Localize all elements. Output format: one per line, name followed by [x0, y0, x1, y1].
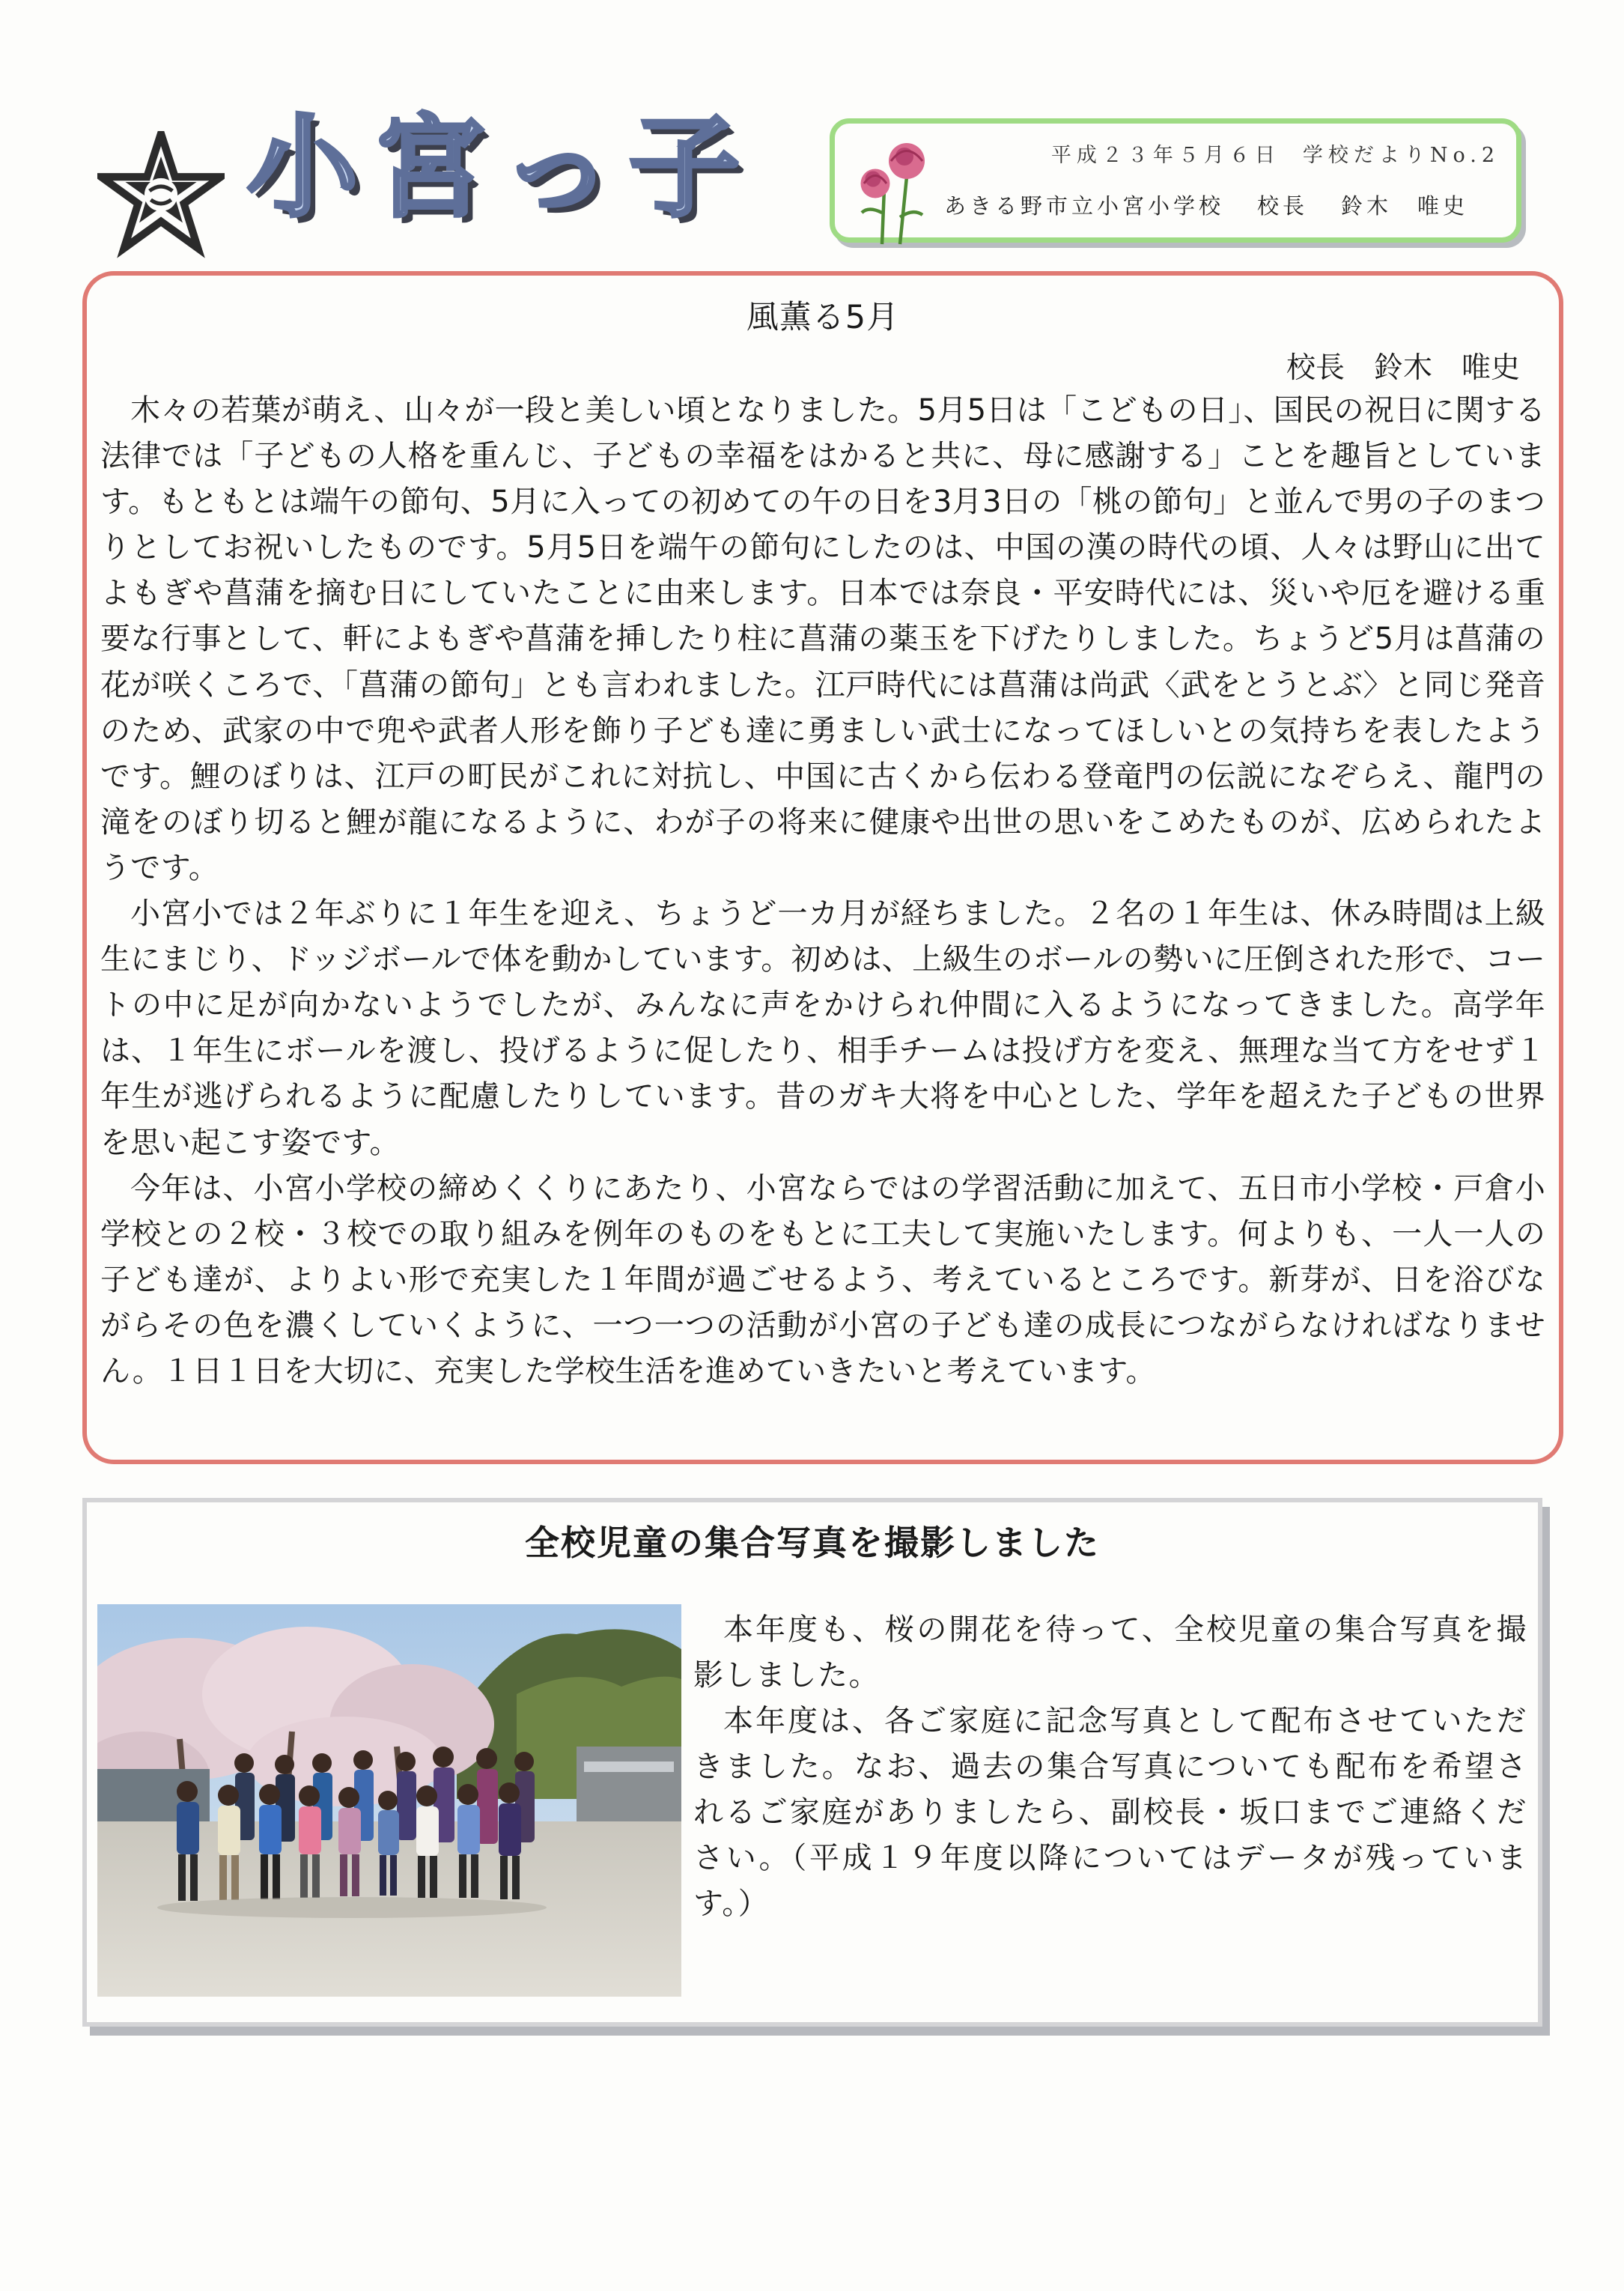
article-paragraph: 小宮小では２年ぶりに１年生を迎え、ちょうど一カ月が経ちました。２名の１年生は、休み時間は上級生にまじり、ドッジボールで体を動かしています。初めは、上級生のボールの勢いに圧倒された形で、コートの中に足が向かないようでしたが、みんなに声をかけられ仲間に入るようになってきました。高学年は、１年生にボールを渡し、投げるように促したり、相手チームは投げ方を変え、無理な当て方をせず１年生が逃げられるように配慮したりしています。昔のガキ大将を中心とした、学年を超えた子どもの世界を思い起こす姿です。: [100, 896, 1545, 1160]
group-photo-section: [82, 1498, 1542, 2027]
article-author: 校長 鈴木 唯史: [1286, 351, 1520, 385]
article-body: [100, 388, 1545, 1395]
photo-paragraph: 本年度は、各ご家庭に記念写真として配布させていただきました。なお、過去の集合写真についても配布を希望されるご家庭がありましたら、副校長・坂口までご連絡ください。（平成１９年度以降についてはデータが残っています。）: [693, 1704, 1527, 1921]
article-title: 風薫る5月: [746, 299, 900, 336]
article-paragraph: 木々の若葉が萌え、山々が一段と美しい頃となりました。5月5日は「こどもの日」、国民の祝日に関する法律では「子どもの人格を重んじ、子どもの幸福をはかると共に、母に感謝する」ことを趣旨としています。もともとは端午の節句、5月に入っての初めての午の日を3月3日の「桃の節句」と並んで男の子のまつりとしてお祝いしたものです。5月5日を端午の節句にしたのは、中国の漢の時代の頃、人々は野山に出てよもぎや菖蒲を摘む日にしていたことに由来します。日本では奈良・平安時代には、災いや厄を避ける重要な行事として、軒によもぎや菖蒲を挿したり柱に菖蒲の薬玉を下げたりしました。ちょうど5月は菖蒲の花が咲くころで、「菖蒲の節句」とも言われました。江戸時代には菖蒲は尚武〈武をとうとぶ〉と同じ発音のため、武家の中で兜や武者人形を飾り子ども達に勇ましい武士になってほしいとの気持ちを表したようです。鯉のぼりは、江戸の町民がこれに対抗し、中国に古くから伝わる登竜門の伝説になぞらえ、龍門の滝をのぼり切ると鯉が龍になるように、わが子の将来に健康や出世の思いをこめたものが、広められたようです。: [100, 393, 1545, 885]
newsletter-title: 小宮っ子: [247, 103, 756, 232]
article-paragraph: 今年は、小宮小学校の締めくくりにあたり、小宮ならではの学習活動に加えて、五日市小学校・戸倉小学校との２校・３校での取り組みを例年のものをもとに工夫して実施いたします。何よりも、一人一人の子ども達が、よりよい形で充実した１年間が過ごせるよう、考えているところです。新芽が、日を浴びながらその色を濃くしていくように、一つ一つの活動が小宮の子ども達の成長につながらなければなりません。１日１日を大切に、充実した学校生活を進めていきたいと考えています。: [100, 1171, 1545, 1389]
issue-date: 平成２３年５月６日: [1050, 144, 1280, 167]
newsletter-info-box: [830, 118, 1521, 243]
carnation-icon: [848, 134, 938, 246]
group-photo-image: [97, 1604, 681, 1997]
school-emblem-icon: [97, 131, 225, 258]
issue-line: [1051, 139, 1500, 168]
photo-paragraph: 本年度も、桜の開花を待って、全校児童の集合写真を撮影しました。: [693, 1612, 1527, 1693]
photo-section-title: 全校児童の集合写真を撮影しました: [525, 1523, 1100, 1563]
photo-section-text: [693, 1607, 1527, 1927]
issue-number: 学校だよりNo.2: [1302, 144, 1500, 167]
principal-article: [82, 271, 1563, 1464]
principal-name: 鈴木 唯史: [1341, 193, 1469, 219]
school-line: [944, 189, 1468, 220]
principal-title: 校長: [1257, 193, 1309, 219]
school-name: あきる野市立小宮小学校: [944, 193, 1225, 219]
